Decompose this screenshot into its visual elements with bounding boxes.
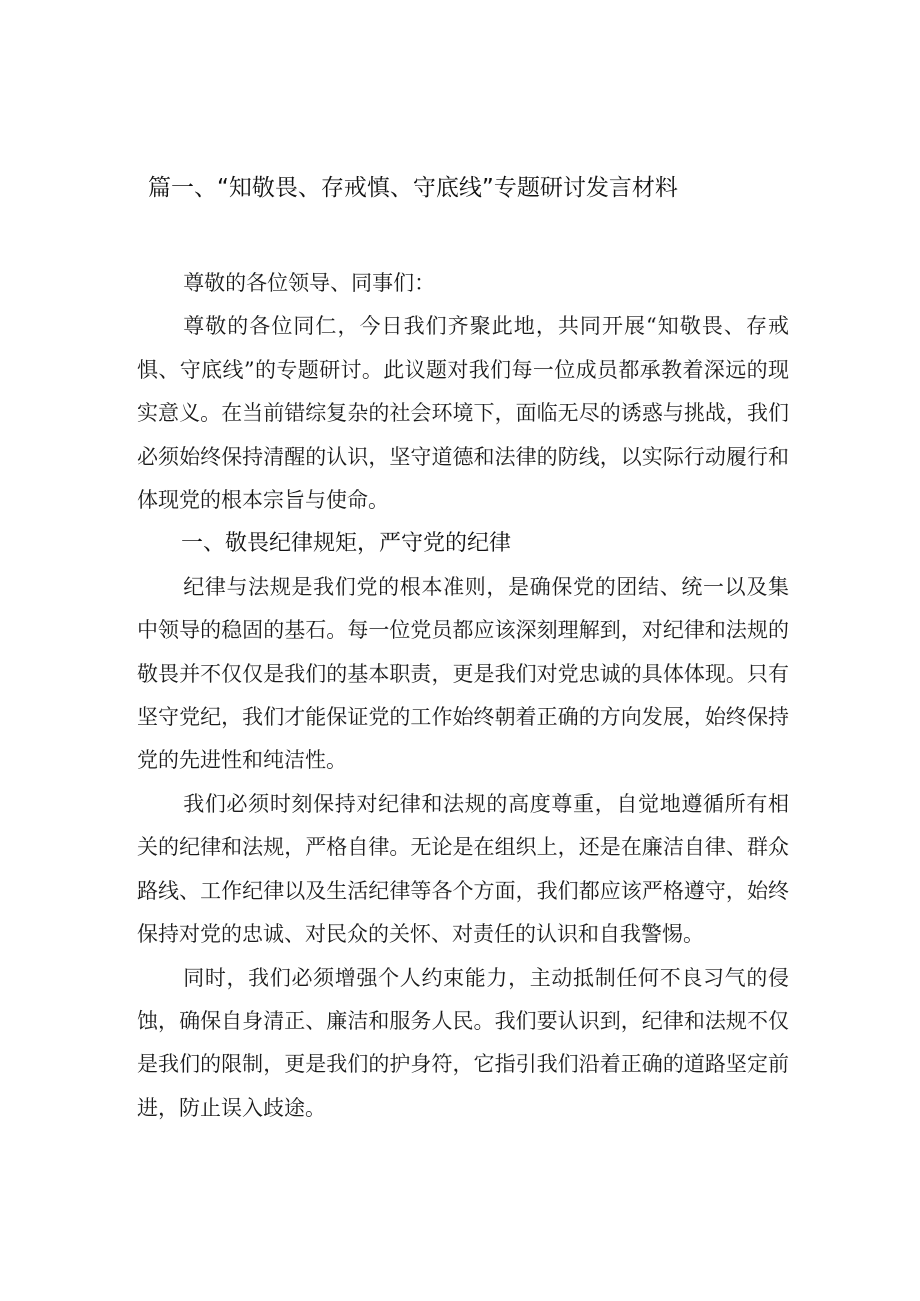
section1-paragraph-1: 纪律与法规是我们党的根本准则，是确保党的团结、统一以及集中领导的稳固的基石。每一位党员都应该深刻理解到，对纪律和法规的敬畏并不仅仅是我们的基本职责，更是我们对党忠诚的具体体现。只有坚守党纪，我们才能保证党的工作始终朝着正确的方向发展，始终保持党的先进性和纯洁性。 xyxy=(137,574,789,773)
section1-paragraph-3: 同时，我们必须增强个人约束能力，主动抵制任何不良习气的侵蚀，确保自身清正、廉洁和服务人民。我们要认识到，纪律和法规不仅是我们的限制，更是我们的护身符，它指引我们沿着正确的道路坚定前进，防止误入歧途。 xyxy=(137,965,789,1120)
document-body xyxy=(137,262,789,1130)
section-heading-1: 一、敬畏纪律规矩，严守党的纪律 xyxy=(181,531,512,557)
document-title: 篇一、“知敬畏、存戒慎、守底线”专题研讨发言材料 xyxy=(148,175,678,201)
salutation: 尊敬的各位领导、同事们： xyxy=(183,271,436,295)
section1-paragraph-2: 我们必须时刻保持对纪律和法规的高度尊重，自觉地遵循所有相关的纪律和法规，严格自律。无论是在组织上，还是在廉洁自律、群众路线、工作纪律以及生活纪律等各个方面，我们都应该严格遵守，始终保持对党的忠诚、对民众的关怀、对责任的认识和自我警惕。 xyxy=(137,791,789,947)
intro-paragraph: 尊敬的各位同仁，今日我们齐聚此地，共同开展“知敬畏、存戒惧、守底线”的专题研讨。此议题对我们每一位成员都承教着深远的现实意义。在当前错综复杂的社会环境下，面临无尽的诱惑与挑战，我们必须始终保持清醒的认识，坚守道德和法律的防线，以实际行动履行和体现党的根本宗旨与使命。 xyxy=(137,314,789,513)
